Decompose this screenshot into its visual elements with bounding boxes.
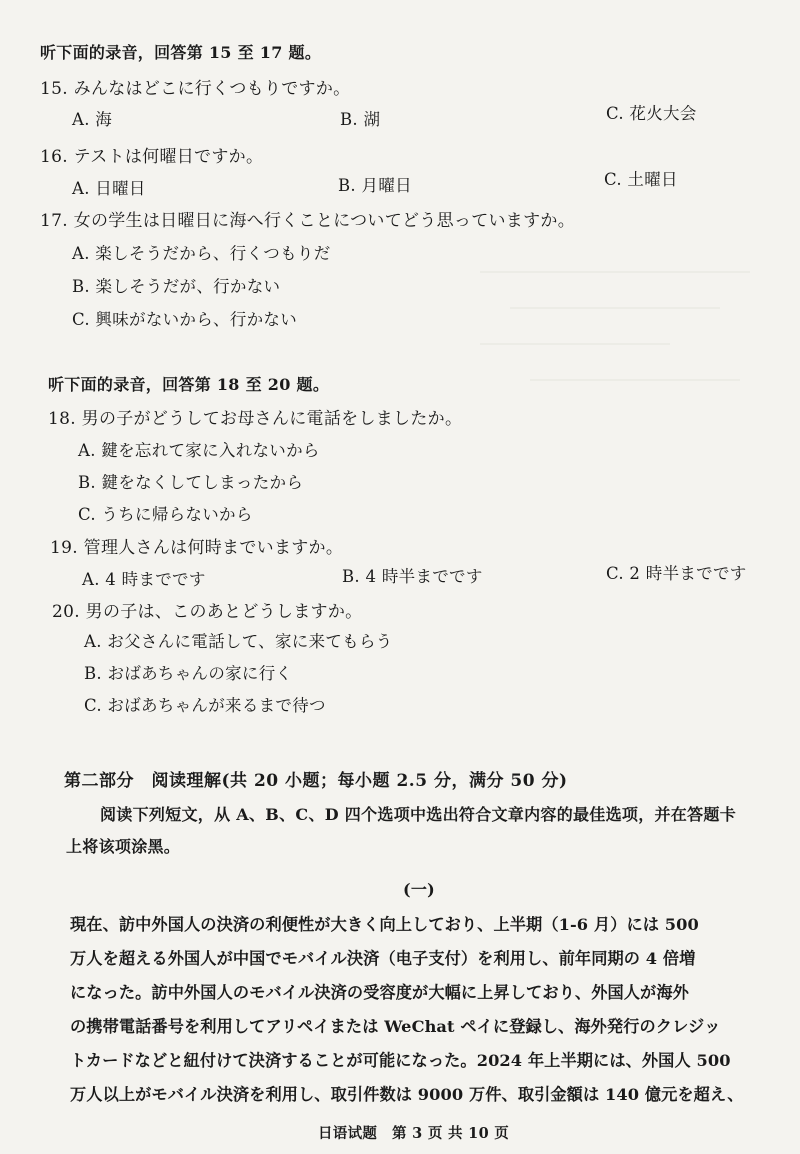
question-18: 18. 男の子がどうしてお母さんに電話をしましたか。 [48,409,463,429]
question-16: 16. テストは何曜日ですか。 [40,147,264,167]
option-17c: C. 興味がないから、行かない [72,310,298,329]
passage-line-6: 万人以上がモバイル決済を利用し、取引件数は 9000 万件、取引金額は 140 億元を超え、 [70,1085,744,1104]
option-19a: A. 4 時までです [82,570,206,589]
passage-label: (一) [403,880,436,899]
option-18c: C. うちに帰らないから [78,505,253,524]
option-17a: A. 楽しそうだから、行くつもりだ [72,244,331,263]
part2-title: 第二部分 阅读理解(共 20 小题；每小题 2.5 分，满分 50 分) [64,771,568,791]
page-footer: 日语试题 第 3 页 共 10 页 [318,1125,510,1142]
option-19c: C. 2 時半までです [606,564,747,583]
option-16a: A. 日曜日 [72,179,146,198]
option-20b: B. おばあちゃんの家に行く [84,664,293,683]
question-20: 20. 男の子は、このあとどうしますか。 [52,602,363,622]
option-20a: A. お父さんに電話して、家に来てもらう [84,632,393,651]
option-20c: C. おばあちゃんが来るまで待つ [84,696,326,715]
option-15a: A. 海 [72,110,113,129]
question-19: 19. 管理人さんは何時までいますか。 [50,538,344,558]
passage-line-4: の携帯電話番号を利用してアリペイまたは WeChat ペイに登録し、海外発行のクレジッ [70,1017,721,1036]
option-15c: C. 花火大会 [606,104,697,123]
passage-line-2: 万人を超える外国人が中国でモバイル決済（电子支付）を利用し、前年同期の 4 倍増 [70,949,696,968]
passage-line-1: 現在、訪中外国人の決済の利便性が大きく向上しており、上半期（1-6 月）には 500 [70,915,699,934]
option-18a: A. 鍵を忘れて家に入れないから [78,441,320,460]
listening-heading-1: 听下面的录音，回答第 15 至 17 题。 [40,43,322,62]
option-16b: B. 月曜日 [338,176,412,195]
passage-line-3: になった。訪中外国人のモバイル決済の受容度が大幅に上昇しており、外国人が海外 [70,983,689,1002]
option-19b: B. 4 時半までです [342,567,483,586]
part2-instruction-line-1: 阅读下列短文，从 A、B、C、D 四个选项中选出符合文章内容的最佳选项，并在答题卡 [100,805,736,824]
show-through-bleed [470,262,770,422]
option-15b: B. 湖 [340,110,381,129]
show-through-strokes-icon [470,262,770,422]
listening-heading-2: 听下面的录音，回答第 18 至 20 题。 [48,375,330,394]
part2-instruction-line-2: 上将该项涂黑。 [66,837,181,856]
question-15: 15. みんなはどこに行くつもりですか。 [40,79,351,99]
passage-line-5: トカードなどと紐付けて決済することが可能になった。2024 年上半期には、外国人 500 [70,1051,731,1070]
option-17b: B. 楽しそうだが、行かない [72,277,281,296]
question-17: 17. 女の学生は日曜日に海へ行くことについてどう思っていますか。 [40,211,575,231]
option-18b: B. 鍵をなくしてしまったから [78,473,304,492]
option-16c: C. 土曜日 [604,170,678,189]
